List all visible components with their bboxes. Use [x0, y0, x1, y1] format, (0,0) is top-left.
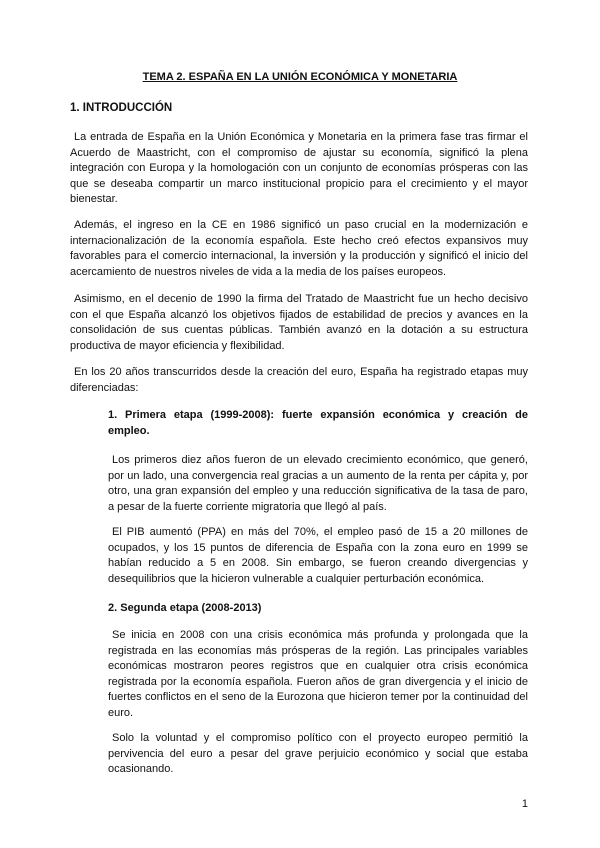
- paragraph-1: La entrada de España en la Unión Económica y Monetaria en la primera fase tras firmar el Acuerdo de Maastricht, con el compromiso de ajustar su economía, significó la plena integración con Europa y la homologación con un conjunto de economías prósperas con las que se deseaba compartir un marco institucional propicio para el crecimiento y el mayor bienestar.: [70, 131, 528, 205]
- document-title: TEMA 2. ESPAÑA EN LA UNIÓN ECONÓMICA Y MONETARIA: [142, 71, 458, 83]
- stage2-paragraph-2: Solo la voluntad y el compromiso político con el proyecto europeo permitió la pervivencia del euro a pesar del grave perjuicio económico y social que estaba ocasionando.: [108, 732, 528, 775]
- stage1-heading: 1. Primera etapa (1999-2008): fuerte expansión económica y creación de empleo.: [108, 409, 528, 437]
- paragraph-2: Además, el ingreso en la CE en 1986 significó un paso crucial en la modernización e internacionalización de la economía española. Este hecho creó efectos expansivos muy favorables para el comercio internacional, la inversión y la producción y significó el inicio del acercamiento de nuestros niveles de vida a la media de los países europeos.: [70, 219, 528, 278]
- page-number: 1: [521, 798, 528, 810]
- stage2-heading: 2. Segunda etapa (2008-2013): [108, 602, 262, 614]
- stage2-paragraph-1: Se inicia en 2008 con una crisis económica más profunda y prolongada que la registrada en las economías más prósperas de la región. Las principales variables económicas mostraron peores registros que en cualquier otra crisis económica registrada por la economía española. Fueron años de gran divergencia y el inicio de fuertes conflictos en el seno de la Eurozona que hicieron temer por la continuidad del euro.: [108, 629, 528, 719]
- paragraph-4: En los 20 años transcurridos desde la creación del euro, España ha registrado etapas muy diferenciadas:: [70, 366, 528, 394]
- stage1-paragraph-1: Los primeros diez años fueron de un elevado crecimiento económico, que generó, por un lado, una convergencia real gracias a un aumento de la renta per cápita y, por otro, una gran expansión del empleo y una reducción significativa de la tasa de paro, a pesar de la fuerte corriente migratoria que llegó al país.: [108, 454, 528, 513]
- stage1-paragraph-2: El PIB aumentó (PPA) en más del 70%, el empleo pasó de 15 a 20 millones de ocupados, y los 15 puntos de diferencia de España con la zona euro en 1999 se habían reducido a 5 en 2008. Sin embargo, se fueron creando divergencias y desequilibrios que la hicieron vulnerable a cualquier perturbación económica.: [108, 526, 528, 585]
- paragraph-3: Asimismo, en el decenio de 1990 la firma del Tratado de Maastricht fue un hecho decisivo con el que España alcanzó los objetivos fijados de estabilidad de precios y avances en la consolidación de sus cuentas públicas. También avanzó en la dotación a su estructura productiva de mayor eficiencia y flexibilidad.: [70, 293, 528, 352]
- section-heading-introduccion: 1. INTRODUCCIÓN: [70, 102, 173, 114]
